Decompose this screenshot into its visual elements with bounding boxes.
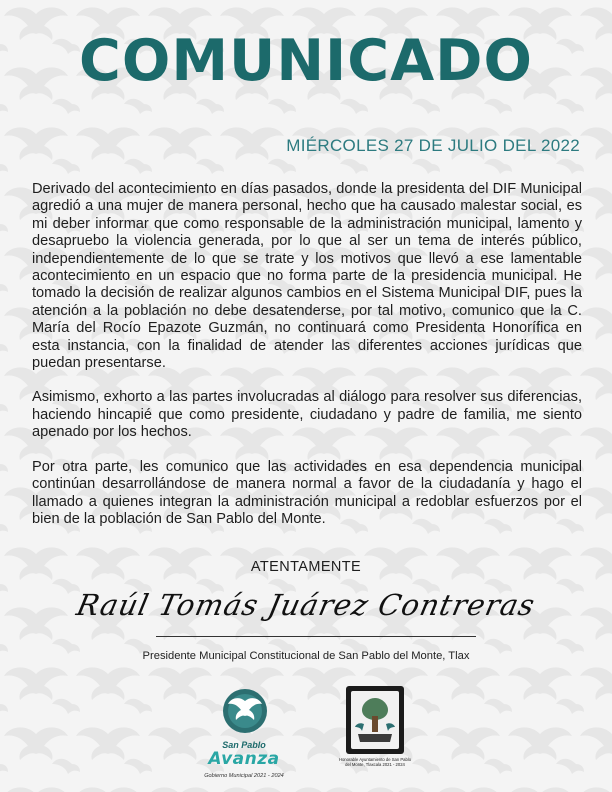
logo-left-line1: San Pablo [222,740,266,750]
closing-salutation: ATENTAMENTE [250,559,362,575]
logo-left-line3: Gobierno Municipal 2021 - 2024 [204,773,284,779]
paragraph-2: Asimismo, exhorto a las partes involucradas al diálogo para resolver sus diferencias, haciendo hincapié que como presidente, ciudadano y padre de familia, me siento apenado por los hechos. [32,389,582,441]
san-pablo-avanza-logo-icon [190,687,300,787]
communique-body [32,181,582,545]
paragraph-3: Por otra parte, les comunico que las actividades en esa dependencia municipal continúan desarrollándose de manera normal a favor de la ciudadanía y hago el llamado a quienes integran la administración municipal a redoblar esfuerzos por el bien de la población de San Pablo del Monte. [32,458,582,527]
signature-stroke [156,636,476,637]
signer-position: Presidente Municipal Constitucional de San Pablo del Monte, Tlax [142,650,470,662]
logo-right-caption: Honorable Ayuntamiento de San Pablo del Monte, Tlaxcala 2021 - 2024 [338,757,412,767]
date-line: MIÉRCOLES 27 DE JULIO DEL 2022 [286,136,580,155]
signature: Raúl Tomás Juárez Contreras [73,588,539,622]
paragraph-1: Derivado del acontecimiento en días pasados, donde la presidenta del DIF Municipal agredió a una mujer de manera personal, hecho que ha causado malestar social, es mi deber informar que como responsable de la administración municipal, lamento y desapruebo la violencia generada, por lo que al ser un tema de interés público, independientemente de lo que se trate y los motivos que llevó a ese lamentable acontecimiento en un espacio que no forma parte de la presidencia municipal. He tomado la decisión de realizar algunos cambios en el Sistema Municipal DIF, pues la atención a la población no debe desatenderse, por tal motivo, comunico que la C. María del Rocío Epazote Guzmán, no continuará como Presidenta Honorífica en esta instancia, con la finalidad de atender las diferentes acciones jurídicas que puedan presentarse. [32,181,582,372]
logo-left-line2: Avanza [208,749,280,769]
page-title: COMUNICADO [79,28,533,94]
municipal-coat-of-arms-icon [340,686,410,788]
